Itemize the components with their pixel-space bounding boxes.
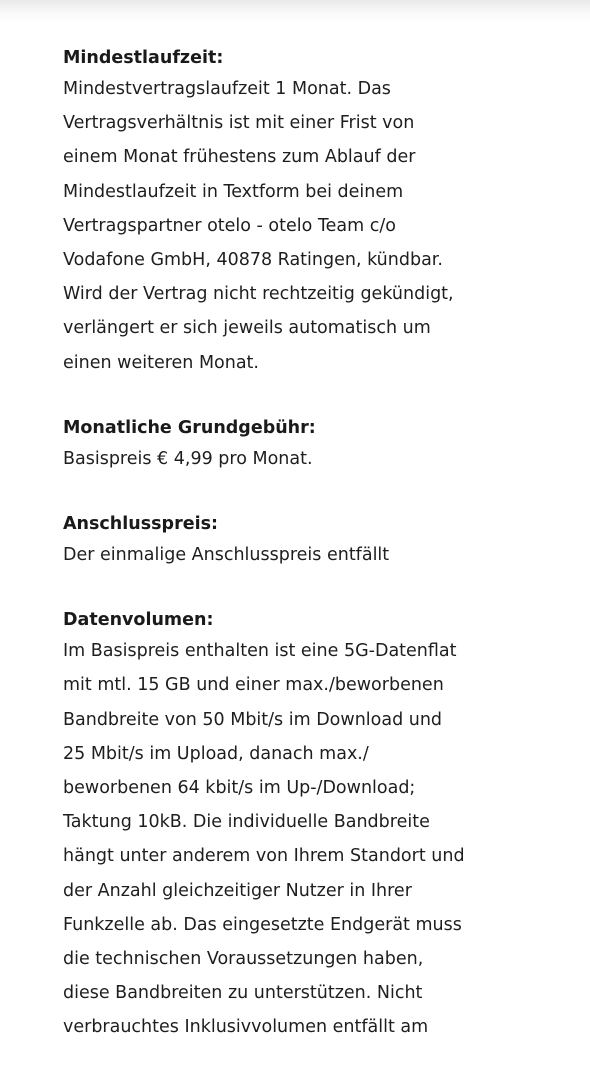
text-line: hängt unter anderem von Ihrem Standort und	[63, 846, 465, 867]
text-line: Mindestlaufzeit in Textform bei deinem	[63, 181, 404, 202]
section-monatliche-grundgebuehr	[63, 414, 563, 476]
text-line: diese Bandbreiten zu unterstützen. Nicht	[63, 983, 423, 1004]
text-line: 25 Mbit/s im Upload, danach max./	[63, 743, 369, 764]
text-line: Mindestvertragslaufzeit 1 Monat. Das	[63, 79, 391, 99]
text-line: Wird der Vertrag nicht rechtzeitig gekündigt,	[63, 284, 454, 305]
text-line: Bandbreite von 50 Mbit/s im Download und	[63, 709, 443, 730]
section-body	[63, 634, 563, 1044]
text-line: der Anzahl gleichzeitiger Nutzer in Ihrer	[63, 880, 412, 901]
section-body	[63, 72, 563, 380]
text-line: einem Monat frühestens zum Ablauf der	[63, 147, 416, 168]
text-line: mit mtl. 15 GB und einer max./beworbenen	[63, 675, 444, 696]
text-line: Vertragspartner otelo - otelo Team c/o	[63, 215, 396, 236]
section-heading: Anschlusspreis:	[63, 514, 218, 535]
text-line: Basispreis € 4,99 pro Monat.	[63, 448, 313, 469]
text-line: einen weiteren Monat.	[63, 352, 259, 373]
text-line: Vertragsverhältnis ist mit einer Frist von	[63, 113, 415, 134]
text-line: beworbenen 64 kbit/s im Up-/Download;	[63, 778, 416, 799]
section-heading: Datenvolumen:	[63, 610, 214, 631]
text-line: Taktung 10kB. Die individuelle Bandbreite	[63, 812, 430, 833]
section-heading: Monatliche Grundgebühr:	[63, 417, 316, 438]
text-line: Funkzelle ab. Das eingesetzte Endgerät muss	[63, 914, 462, 935]
section-body	[63, 442, 563, 476]
text-line: verbrauchtes Inklusivvolumen entfällt am	[63, 1017, 429, 1038]
tariff-details-content	[63, 44, 563, 1079]
text-line: verlängert er sich jeweils automatisch um	[63, 318, 431, 339]
text-line: Im Basispreis enthalten ist eine 5G-Datenflat	[63, 641, 457, 662]
section-anschlusspreis	[63, 510, 563, 572]
text-line: Vodafone GmbH, 40878 Ratingen, kündbar.	[63, 250, 443, 271]
text-line: Der einmalige Anschlusspreis entfällt	[63, 545, 390, 566]
section-heading: Mindestlaufzeit:	[63, 48, 224, 68]
section-datenvolumen	[63, 606, 563, 1044]
section-body	[63, 538, 563, 572]
text-line: die technischen Voraussetzungen haben,	[63, 949, 424, 970]
top-scroll-shadow	[0, 0, 590, 22]
section-mindestlaufzeit	[63, 44, 563, 380]
